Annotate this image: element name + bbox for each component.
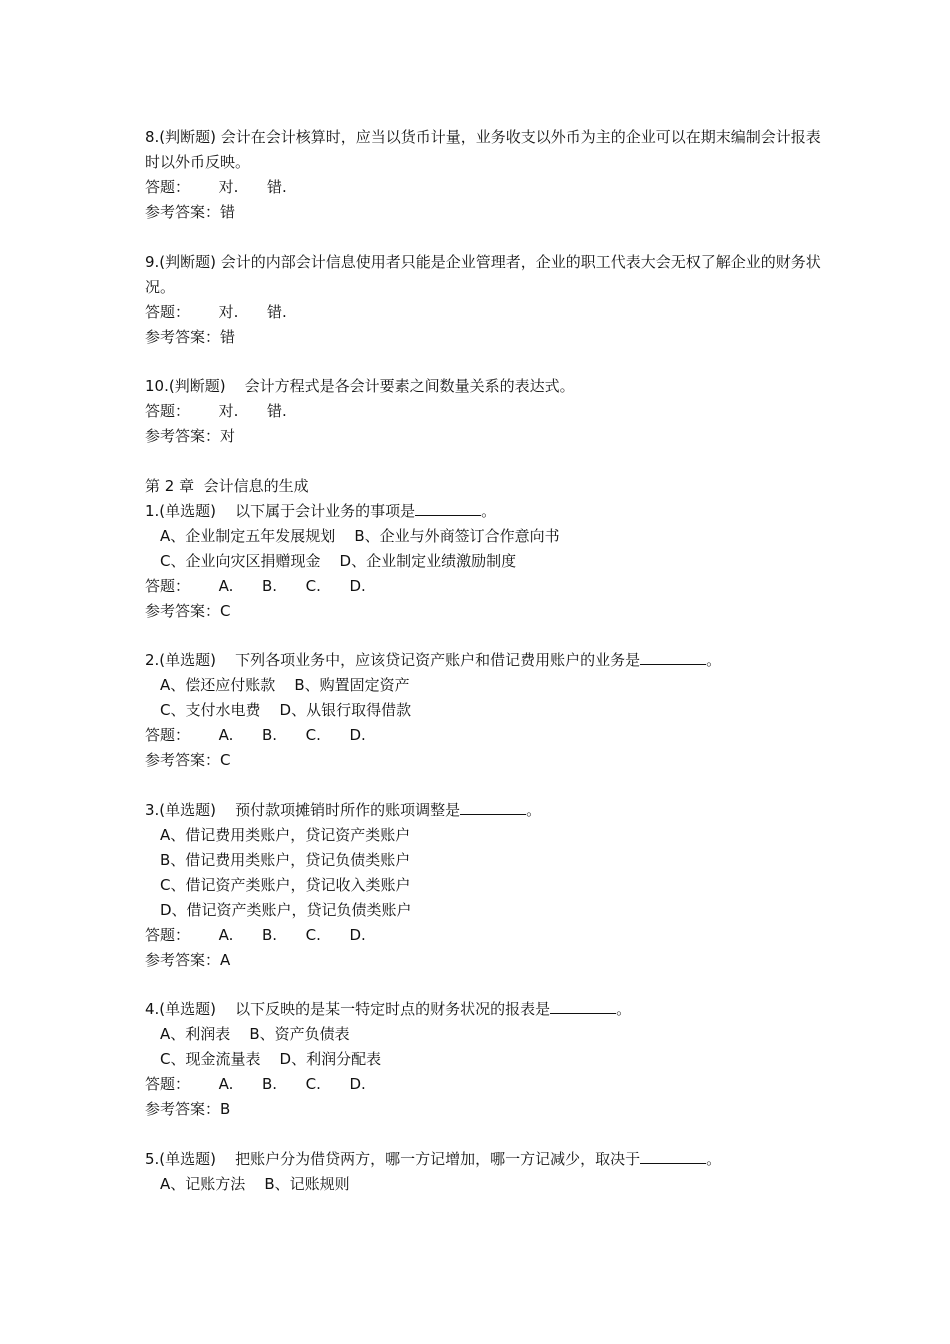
ch2-question-3-option-d: D、借记资产类账户，贷记负债类账户 bbox=[160, 900, 412, 919]
ch2-question-5-stem bbox=[145, 1147, 825, 1172]
ch2-question-4-option-row: A、利润表 B、资产负债表 bbox=[160, 1025, 350, 1043]
ch2-question-5-option-row: A、记账方法 B、记账规则 bbox=[160, 1174, 350, 1193]
ch2-question-3-option-b: B、借记费用类账户，贷记负债类账户 bbox=[160, 850, 411, 869]
spacer bbox=[145, 973, 825, 998]
question-8-stem: 8.(判断题) 会计在会计核算时，应当以货币计量，业务收支以外币为主的企业可以在期末编制会计报表时以外币反映。 bbox=[145, 128, 821, 171]
stem-end: 。 bbox=[616, 1000, 632, 1018]
ch2-question-2-option-row: A、偿还应付账款 B、购置固定资产 bbox=[160, 676, 410, 694]
stem-end: 。 bbox=[526, 800, 542, 819]
spacer bbox=[145, 624, 825, 649]
ch2-question-1-answer-row: 答题： A. B. C. D. bbox=[145, 576, 366, 595]
spacer bbox=[145, 449, 825, 474]
ch2-question-1-reference: 参考答案：C bbox=[145, 601, 231, 620]
question-8-answer-row: 答题： 对. 错. bbox=[145, 178, 287, 196]
ch2-question-4-reference: 参考答案：B bbox=[145, 1100, 231, 1118]
fill-blank bbox=[460, 800, 526, 815]
stem-text: 2.(单选题) 下列各项业务中，应该贷记资产账户和借记费用账户的业务是 bbox=[145, 651, 641, 669]
ch2-question-4-answer-row: 答题： A. B. C. D. bbox=[145, 1075, 366, 1093]
ch2-question-2-answer-row: 答题： A. B. C. D. bbox=[145, 726, 366, 744]
stem-end: 。 bbox=[481, 501, 497, 520]
spacer bbox=[145, 350, 825, 375]
ch2-question-4-option-row: C、现金流量表 D、利润分配表 bbox=[160, 1050, 382, 1068]
ch2-question-4-stem bbox=[145, 997, 825, 1022]
fill-blank bbox=[550, 999, 616, 1014]
question-9-stem: 9.(判断题) 会计的内部会计信息使用者只能是企业管理者，企业的职工代表大会无权了解企业的财务状况。 bbox=[145, 252, 821, 296]
spacer bbox=[145, 1122, 825, 1147]
stem-text: 4.(单选题) 以下反映的是某一特定时点的财务状况的报表是 bbox=[145, 1000, 551, 1018]
stem-end: 。 bbox=[706, 651, 722, 669]
chapter-title: 第 2 章 会计信息的生成 bbox=[145, 476, 309, 495]
ch2-question-1-option-row: A、企业制定五年发展规划 B、企业与外商签订合作意向书 bbox=[160, 526, 560, 545]
question-9-reference: 参考答案：错 bbox=[145, 327, 236, 346]
question-10-reference: 参考答案：对 bbox=[145, 427, 236, 445]
question-10-stem: 10.(判断题) 会计方程式是各会计要素之间数量关系的表达式。 bbox=[145, 377, 575, 395]
ch2-question-3-stem bbox=[145, 798, 825, 823]
ch2-question-1-stem bbox=[145, 499, 825, 524]
stem-text: 1.(单选题) 以下属于会计业务的事项是 bbox=[145, 501, 416, 520]
document-content bbox=[145, 125, 825, 1197]
stem-text: 3.(单选题) 预付款项摊销时所作的账项调整是 bbox=[145, 800, 461, 819]
question-9-answer-row: 答题： 对. 错. bbox=[145, 302, 287, 321]
spacer bbox=[145, 773, 825, 798]
ch2-question-1-option-row: C、企业向灾区捐赠现金 D、企业制定业绩激励制度 bbox=[160, 551, 517, 570]
question-8-reference: 参考答案：错 bbox=[145, 203, 236, 221]
spacer bbox=[145, 225, 825, 250]
ch2-question-2-stem bbox=[145, 648, 825, 673]
ch2-question-3-option-a: A、借记费用类账户，贷记资产类账户 bbox=[160, 825, 411, 844]
fill-blank bbox=[640, 1149, 706, 1164]
ch2-question-3-reference: 参考答案：A bbox=[145, 950, 231, 969]
fill-blank bbox=[640, 650, 706, 665]
ch2-question-3-option-c: C、借记资产类账户，贷记收入类账户 bbox=[160, 875, 411, 894]
fill-blank bbox=[415, 501, 481, 516]
stem-end: 。 bbox=[706, 1149, 722, 1168]
stem-text: 5.(单选题) 把账户分为借贷两方，哪一方记增加，哪一方记减少，取决于 bbox=[145, 1149, 641, 1168]
ch2-question-3-answer-row: 答题： A. B. C. D. bbox=[145, 925, 366, 944]
ch2-question-2-reference: 参考答案：C bbox=[145, 751, 231, 769]
ch2-question-2-option-row: C、支付水电费 D、从银行取得借款 bbox=[160, 701, 412, 719]
question-10-answer-row: 答题： 对. 错. bbox=[145, 402, 287, 420]
